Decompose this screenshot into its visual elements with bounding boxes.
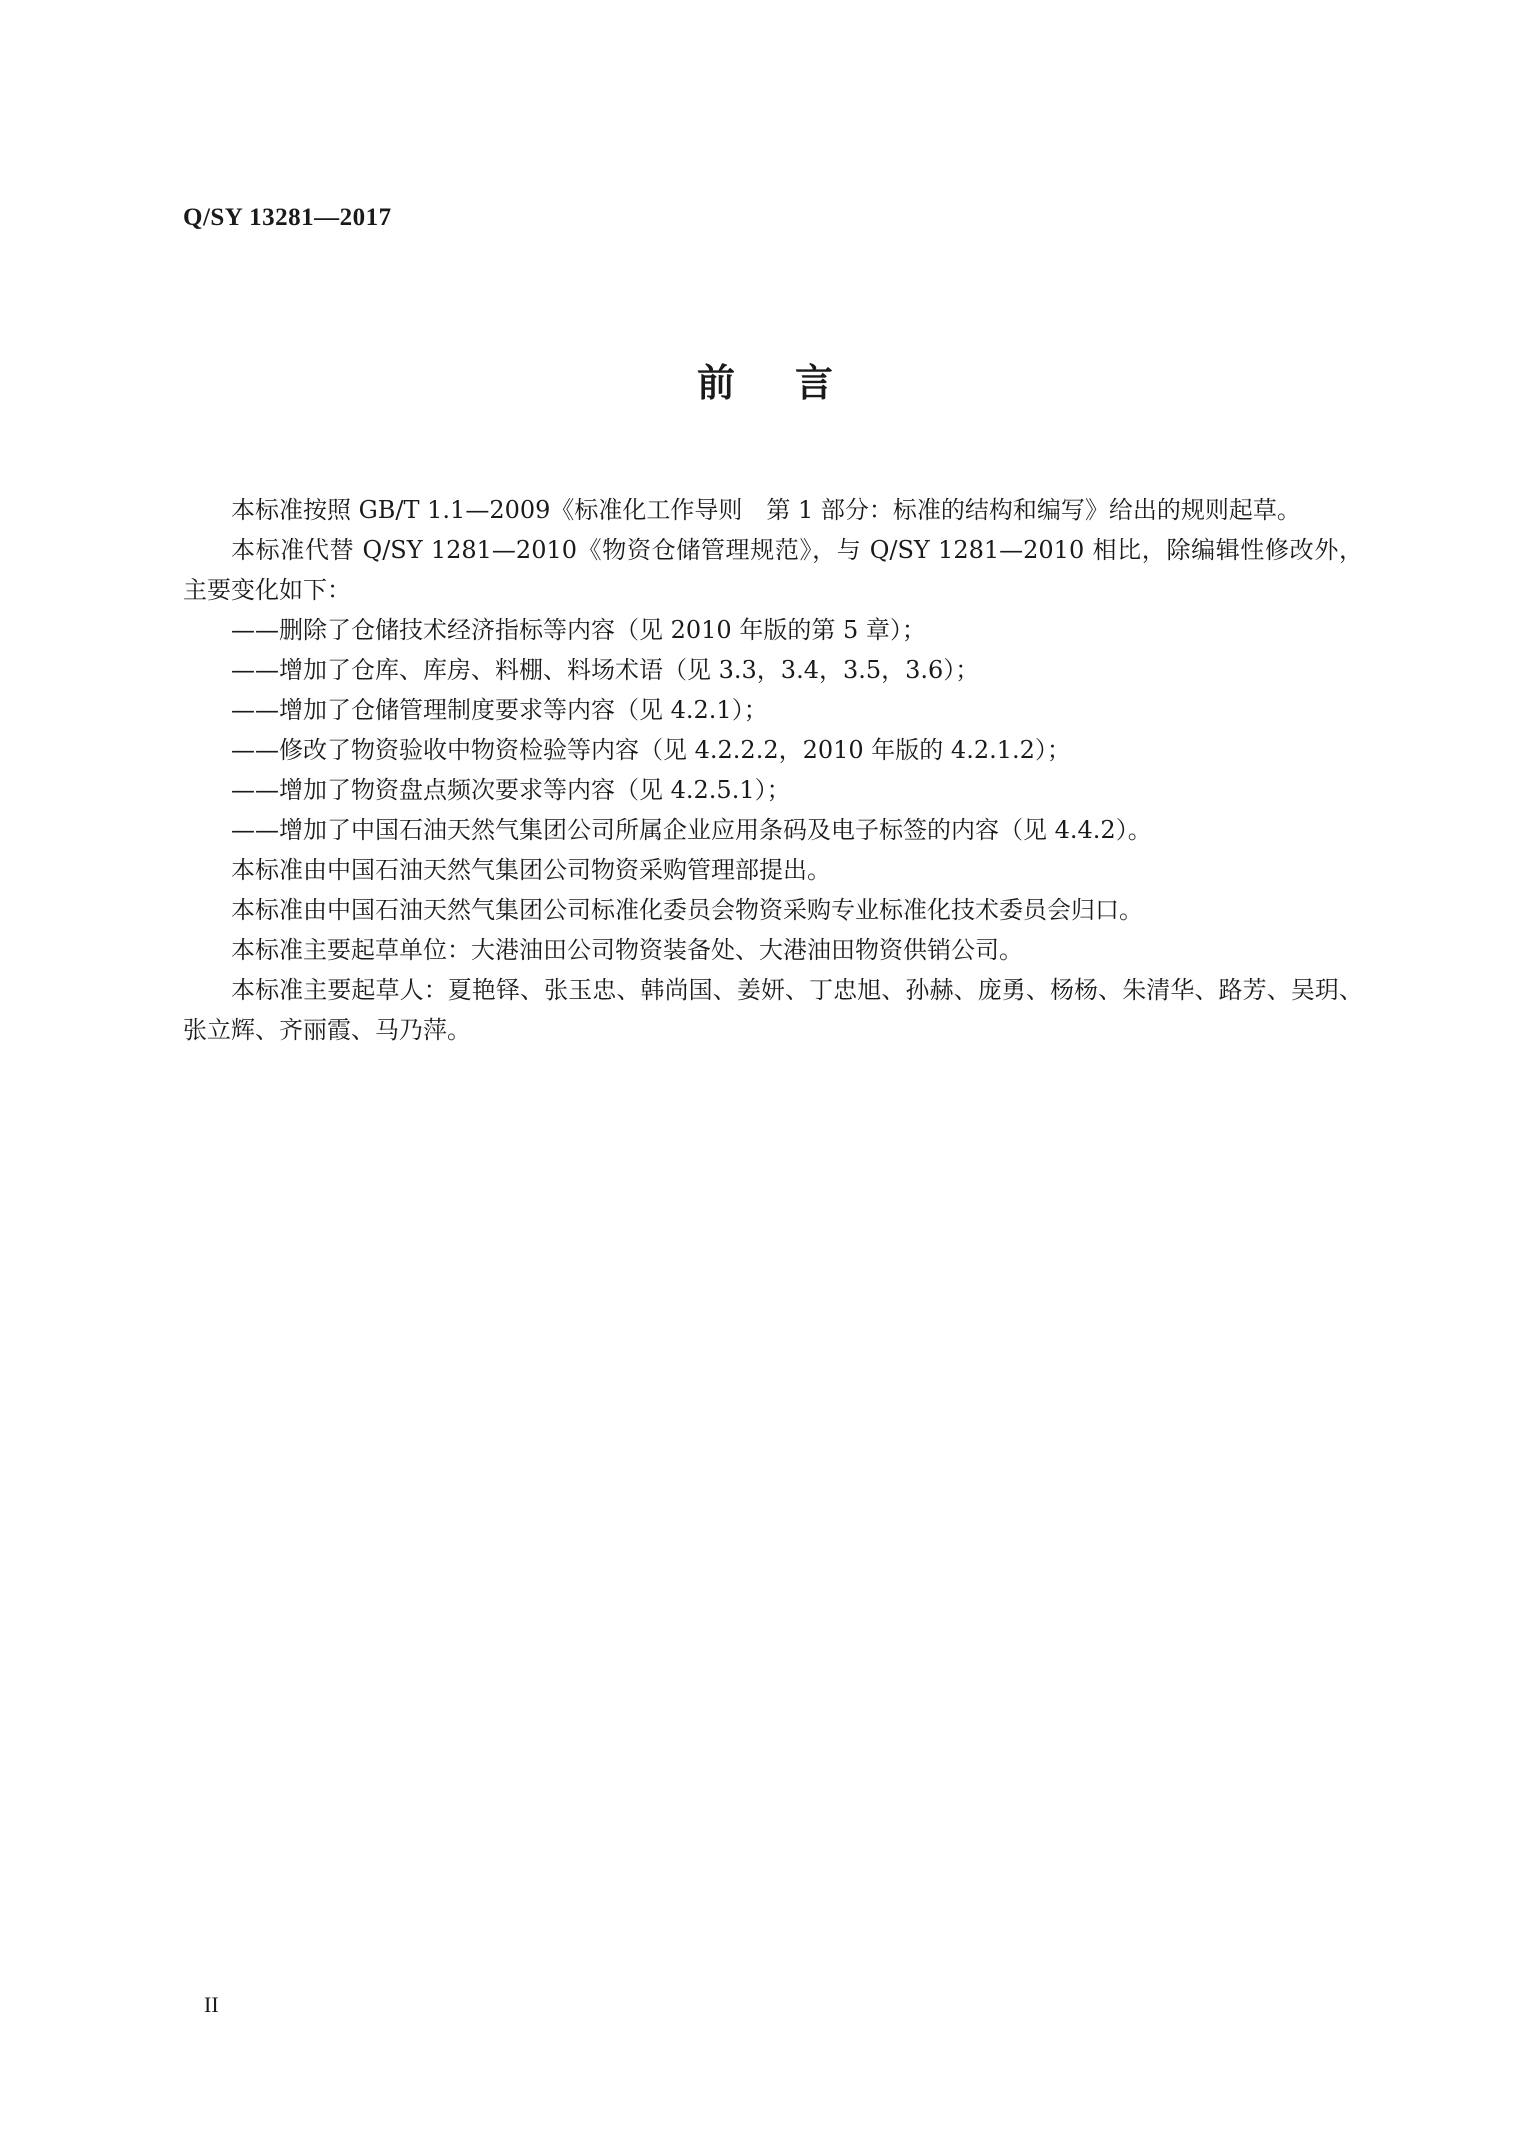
change-item: ——修改了物资验收中物资检验等内容（见 4.2.2.2，2010 年版的 4.2.1.2）； bbox=[231, 736, 1071, 764]
document-code: Q/SY 13281—2017 bbox=[183, 204, 392, 231]
change-item: ——增加了中国石油天然气集团公司所属企业应用条码及电子标签的内容（见 4.4.2）。 bbox=[231, 816, 1152, 844]
page-title: 前言 bbox=[696, 361, 893, 405]
page-number: II bbox=[204, 1992, 219, 2017]
change-item: ——增加了物资盘点频次要求等内容（见 4.2.5.1）； bbox=[231, 776, 791, 804]
paragraph-drafters: 本标准主要起草人：夏艳铎、张玉忠、韩尚国、姜妍、丁忠旭、孙赫、庞勇、杨杨、朱清华、路芳、吴玥、张立辉、齐丽霞、马乃萍。 bbox=[183, 976, 1363, 1044]
paragraph-replacement: 本标准代替 Q/SY 1281—2010《物资仓储管理规范》，与 Q/SY 1281—2010 相比，除编辑性修改外，主要变化如下： bbox=[183, 536, 1363, 604]
change-item: ——删除了仓储技术经济指标等内容（见 2010 年版的第 5 章）； bbox=[231, 616, 926, 644]
change-item: ——增加了仓库、库房、料棚、料场术语（见 3.3，3.4，3.5，3.6）； bbox=[231, 656, 980, 684]
foreword-body bbox=[183, 490, 1363, 1050]
paragraph-drafting-rules: 本标准按照 GB/T 1.1—2009《标准化工作导则 第 1 部分：标准的结构和编写》给出的规则起草。 bbox=[231, 496, 1301, 524]
paragraph-proposed-by: 本标准由中国石油天然气集团公司物资采购管理部提出。 bbox=[231, 856, 831, 884]
change-item: ——增加了仓储管理制度要求等内容（见 4.2.1）； bbox=[231, 696, 768, 724]
paragraph-drafting-units: 本标准主要起草单位：大港油田公司物资装备处、大港油田物资供销公司。 bbox=[231, 936, 1023, 964]
paragraph-centralized-by: 本标准由中国石油天然气集团公司标准化委员会物资采购专业标准化技术委员会归口。 bbox=[231, 896, 1143, 924]
